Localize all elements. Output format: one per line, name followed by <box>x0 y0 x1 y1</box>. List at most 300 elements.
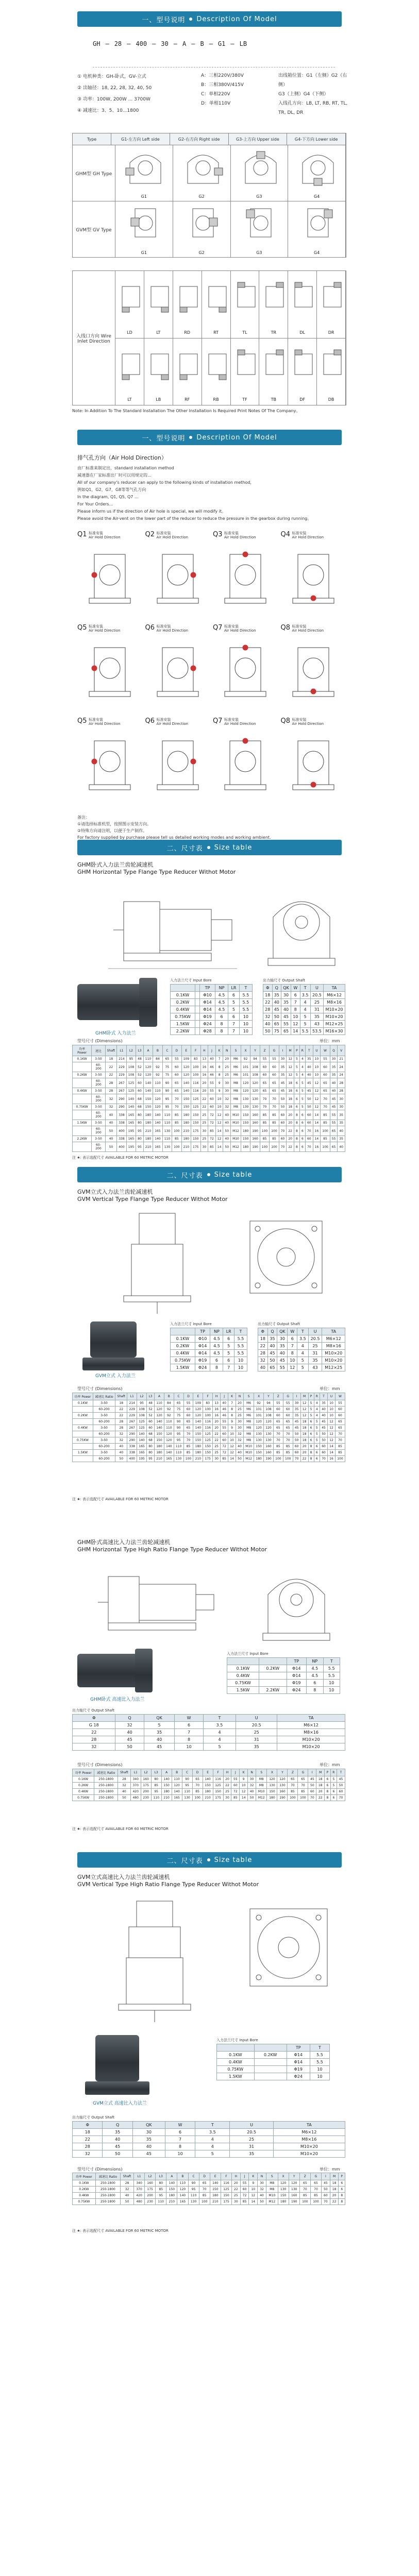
table-cell: 32 <box>105 1094 117 1104</box>
table-cell: 100 <box>260 1126 269 1136</box>
gvmh-side-drawing <box>113 1896 196 2025</box>
table-cell: 70 <box>270 1104 279 1110</box>
table-cell: 8 <box>325 1789 331 1795</box>
table-cell: 22 <box>213 1437 221 1444</box>
table-cell: 150 <box>143 1104 153 1110</box>
code-part: 28 <box>114 40 122 47</box>
table-cell: 338 <box>127 1450 137 1456</box>
table-header-cell: F <box>203 1393 213 1400</box>
table-cell: 210 <box>210 2199 221 2205</box>
table-cell: 0.1KW <box>171 1335 195 1343</box>
gvmh-product-base <box>85 2081 149 2095</box>
table-cell: 101 <box>254 1406 264 1413</box>
section-banner <box>77 430 342 445</box>
table-cell: 20 <box>231 2180 240 2187</box>
table-cell: 125 <box>137 1419 147 1425</box>
table-cell: 90 <box>174 1419 183 1425</box>
table-cell: 12 <box>300 1413 308 1419</box>
table-cell: 25 <box>223 1062 231 1072</box>
table-cell: 12 <box>327 1419 335 1425</box>
table-cell: 210 <box>155 1456 164 1462</box>
table-cell: 150 <box>155 1437 164 1444</box>
table-cell: 32 <box>121 2187 134 2193</box>
table-cell: 150 <box>254 1444 264 1450</box>
table-header-cell: N <box>223 1045 231 1056</box>
gvmh-title-cn: GVM立式高速比入力法兰齿轮减速机 <box>77 1874 170 1880</box>
table-cell: 14 <box>240 1795 248 1801</box>
table-cell: 55 <box>283 1400 293 1406</box>
table-row <box>73 1431 345 1437</box>
table-cell: 85 <box>283 1444 293 1450</box>
table-cell: 0.4KW <box>227 1672 259 1680</box>
table-cell: 40 <box>338 1126 345 1136</box>
table-cell: 229 <box>127 1406 137 1413</box>
table-cell: 84 <box>153 1056 162 1062</box>
table-cell: 130 <box>162 1142 172 1152</box>
table-cell: 200 <box>145 2193 156 2199</box>
table-cell: 18 <box>330 2187 339 2193</box>
table-cell: 250-1800 <box>95 2180 120 2187</box>
table-header-cell: Y <box>264 1393 274 1400</box>
table-cell: 18 <box>300 1437 308 1444</box>
table-cell: 72 <box>240 2193 249 2199</box>
table-cell: 46 <box>221 1406 228 1413</box>
table-header-cell: TP <box>287 1658 307 1665</box>
table-cell: 60 <box>136 1078 144 1088</box>
table-cell: 4 <box>300 1006 310 1013</box>
table-cell: M10×20 <box>324 1013 345 1021</box>
table-row <box>73 1729 345 1736</box>
table-cell: 50 <box>236 1456 244 1462</box>
table-cell: 43 <box>310 1021 323 1028</box>
table-header-cell: S <box>266 2173 278 2180</box>
table-cell: 165 <box>137 1444 147 1450</box>
table-cell: 40 <box>115 1729 144 1736</box>
remark-line: ②特殊方向请注明，以便于生产制作。 <box>77 828 147 833</box>
table-cell: 150 <box>143 1094 153 1104</box>
table-cell: 68 <box>136 1104 144 1110</box>
table-cell: 140 <box>177 2193 188 2199</box>
table-cell: 8 <box>175 1736 203 1743</box>
table-cell: 65 <box>260 1088 269 1094</box>
table-cell: 110 <box>177 2180 188 2187</box>
table-cell: 180 <box>143 1136 153 1142</box>
table-cell: 180 <box>155 1450 164 1456</box>
banner-en: Description Of Model <box>196 433 277 442</box>
table-cell: 45 <box>293 1425 300 1431</box>
table-cell: 85 <box>151 1783 161 1789</box>
table-cell: 20 <box>236 1400 244 1406</box>
table-cell: 109 <box>193 1400 203 1406</box>
wire-inlet-row-bottom <box>115 338 346 405</box>
table-cell: 18 <box>300 1425 308 1431</box>
table-cell: 20 <box>316 1789 325 1795</box>
table-cell: 18 <box>287 1078 294 1088</box>
table-cell: 35 <box>272 992 281 999</box>
table-cell: G 18 <box>73 1722 115 1729</box>
table-cell: 4 <box>314 1413 320 1419</box>
table-cell: 12 <box>313 1104 321 1110</box>
table-cell: 120 <box>155 1413 164 1419</box>
table-cell: 45 <box>305 1088 313 1094</box>
table-cell: M6×12 <box>322 1335 345 1343</box>
table-header-cell: L3 <box>147 1393 155 1400</box>
table-cell: 60 <box>260 1072 269 1078</box>
air-hold-cn: 标准安装 <box>292 531 307 535</box>
table-header-row <box>73 2122 345 2129</box>
table-cell: 35 <box>279 1062 287 1072</box>
gvm-side-drawing <box>119 1208 196 1316</box>
table-cell: 35 <box>236 1743 277 1751</box>
table-cell: 30 <box>236 1419 244 1425</box>
table-row <box>171 1013 253 1021</box>
table-cell: 7 <box>228 1400 236 1406</box>
table-cell <box>195 1006 200 1013</box>
table-header-cell: S <box>243 1393 254 1400</box>
table-row <box>171 1343 247 1350</box>
table-cell: 340 <box>130 1776 141 1783</box>
table-cell: 16 <box>213 1413 221 1419</box>
table-cell: 8 <box>308 1456 314 1462</box>
table-cell: 120 <box>250 1078 260 1088</box>
ghm-product-photo <box>77 984 144 1020</box>
table-cell: 92 <box>241 1056 250 1062</box>
table-header-cell: B <box>172 1769 182 1776</box>
table-cell: M6 <box>243 1413 254 1419</box>
table-cell: 116 <box>191 1088 200 1094</box>
table-cell: 18 <box>263 992 273 999</box>
table-cell: 75 <box>162 1072 172 1078</box>
table-cell: 12 <box>249 2193 258 2199</box>
table-cell: 52 <box>136 1072 144 1078</box>
table-cell: 70 <box>270 1094 279 1104</box>
air-hold-id: Q5 <box>77 717 87 725</box>
table-cell: 5.5 <box>310 2059 329 2066</box>
table-cell: M6 <box>243 1400 254 1406</box>
table-cell: 21 <box>338 1056 345 1062</box>
table-header-cell <box>195 985 200 992</box>
table-header-cell <box>227 1658 259 1665</box>
table-cell: 32 <box>118 1783 131 1789</box>
table-cell: 50 <box>293 1437 300 1444</box>
table-cell: Φ19 <box>199 1013 215 1021</box>
table-cell: 5 <box>299 1104 305 1110</box>
table-cell: 0.2KW <box>73 1072 92 1078</box>
table-header-cell: G <box>298 1769 308 1776</box>
table-header-row <box>73 1045 345 1056</box>
table-cell: 6 <box>299 1142 305 1152</box>
table-cell: 18 <box>316 1776 325 1783</box>
air-hold-item <box>77 531 142 621</box>
table-header-cell <box>254 2044 287 2052</box>
table-cell: 95 <box>182 1783 192 1789</box>
table-cell: M12 <box>231 1142 241 1152</box>
table-cell: 8 <box>288 1350 297 1357</box>
table-cell: 175 <box>141 1783 151 1789</box>
table-cell: 16 <box>313 1126 321 1136</box>
table-cell: 340 <box>133 2180 144 2187</box>
table-cell: 18 <box>73 2129 103 2136</box>
table-cell: 35 <box>338 1136 345 1142</box>
table-cell: 8 <box>294 1136 299 1142</box>
table-cell: 120 <box>181 1062 191 1072</box>
ghm-side-drawing <box>108 881 242 974</box>
gv-terminal-drawing <box>292 204 344 245</box>
table-cell: 10 <box>228 1431 236 1437</box>
table-row <box>258 1357 345 1364</box>
table-cell: 150 <box>191 1136 200 1142</box>
table-cell: 290 <box>117 1094 126 1104</box>
ghmh-in-flange-title: 入力法兰尺寸 Input Bore <box>227 1652 269 1656</box>
type-cell-label: G3 <box>256 194 262 199</box>
table-cell: 55 <box>208 1078 216 1088</box>
table-cell: 85 <box>172 1120 181 1126</box>
table-cell: 65 <box>270 1078 279 1088</box>
table-cell: 60 <box>308 1789 316 1795</box>
table-cell: 95 <box>156 2193 166 2199</box>
table-cell: 70 <box>320 1456 328 1462</box>
wire-inlet-label: LB <box>156 397 161 402</box>
table-cell: 85 <box>231 1795 240 1801</box>
table-row <box>73 1406 345 1413</box>
table-cell: 30 <box>236 1425 244 1431</box>
table-header-cell: W <box>165 2122 195 2129</box>
table-cell: 25 <box>231 2193 240 2199</box>
table-cell: 22 <box>231 2187 240 2193</box>
ghmh-side-drawing <box>93 1561 222 1643</box>
table-cell: M6×12 <box>324 992 345 999</box>
table-cell: 190 <box>289 2199 299 2205</box>
table-cell: 30 <box>338 1094 345 1104</box>
table-cell: 2.2KW <box>73 1136 92 1142</box>
wire-inlet-label: DB <box>328 397 334 402</box>
gvm-top-drawing <box>242 1213 330 1301</box>
table-header-cell: NP <box>307 1658 323 1665</box>
wire-inlet-cell <box>115 338 144 405</box>
table-cell: 101 <box>241 1062 250 1072</box>
table-cell: 31 <box>310 1006 323 1013</box>
table-cell: 85 <box>299 2193 310 2199</box>
table-cell: 55 <box>240 2180 249 2187</box>
table-cell: 130 <box>241 1094 250 1104</box>
table-cell: 65 <box>283 1425 293 1431</box>
table-cell: 100 <box>203 1406 213 1413</box>
table-cell: 4 <box>314 1400 320 1406</box>
section-gvm <box>0 1167 419 1595</box>
bullet-icon <box>189 436 192 439</box>
table-cell: 110 <box>143 1056 153 1062</box>
table-cell <box>195 992 200 999</box>
wire-inlet-drawing <box>147 281 173 317</box>
table-cell: 7 <box>228 1028 240 1035</box>
table-cell: 30 <box>231 2199 240 2205</box>
table-cell: 40 <box>236 1444 244 1450</box>
table-row <box>258 1364 345 1371</box>
table-cell: 0.1KW <box>217 2052 255 2059</box>
table-cell: 22 <box>200 1094 208 1104</box>
table-cell: 32 <box>73 2150 103 2158</box>
gvm-title-en: GVM Vertical Type Flange Type Reducer Withot Motor <box>77 1196 228 1202</box>
table-row <box>73 1094 345 1104</box>
table-cell: 165 <box>137 1450 147 1456</box>
table-cell <box>195 999 200 1006</box>
table-header-cell: TA <box>322 1328 345 1335</box>
table-cell: 10 <box>234 1357 247 1364</box>
table-cell: 480 <box>130 1795 141 1801</box>
table-cell: 35 <box>103 2129 132 2136</box>
table-cell: 3-50 <box>92 1120 105 1126</box>
table-cell: 5 <box>297 1357 308 1364</box>
table-row <box>171 999 253 1006</box>
table-cell: 12 <box>300 1400 308 1406</box>
table-cell: 8 <box>294 1126 299 1136</box>
table-cell: 150 <box>241 1120 250 1126</box>
table-cell <box>195 1028 200 1035</box>
table-cell: 92 <box>153 1072 162 1078</box>
table-cell: Φ24 <box>195 1364 210 1371</box>
table-header-cell: L1 <box>130 1769 141 1776</box>
table-cell: 4.5 <box>307 1672 323 1680</box>
table-cell: 45 <box>272 1006 281 1013</box>
table-cell: 85 <box>172 1136 181 1142</box>
table-cell: 40 <box>121 2193 134 2199</box>
air-hold-drawing <box>81 544 138 616</box>
table-header-cell: A <box>166 2173 177 2180</box>
table-cell: 45 <box>132 2150 165 2158</box>
table-cell: 32 <box>115 1722 144 1729</box>
table-header-cell: L1 <box>127 1393 137 1400</box>
table-cell: 110 <box>182 1789 192 1795</box>
air-hold-en: Air Hold Direction <box>224 535 256 539</box>
table-cell: 140 <box>153 1136 162 1142</box>
table-cell: M12 <box>266 2199 278 2205</box>
table-cell: 60 <box>321 1072 330 1078</box>
table-cell: 110 <box>162 1120 172 1126</box>
table-cell: 30 <box>213 1456 221 1462</box>
table-cell: Φ19 <box>287 1680 307 1687</box>
table-cell: 180 <box>267 1795 277 1801</box>
table-cell: 25 <box>213 1450 221 1456</box>
table-cell: 60 <box>172 1062 181 1072</box>
legend-line: ④ 减速比：3、5、10...1800 <box>77 108 139 113</box>
table-cell: Φ14 <box>287 2052 310 2059</box>
table-cell: 0.1KW <box>73 2180 96 2187</box>
banner-cn: 一、型号说明 <box>142 16 186 24</box>
table-header-cell: Z <box>288 1769 298 1776</box>
table-cell: 30 <box>258 2180 266 2187</box>
table-cell: 400 <box>127 1456 137 1462</box>
air-hold-en: Air Hold Direction <box>89 629 121 633</box>
ghmh-front-drawing <box>258 1561 335 1649</box>
table-header-cell: W <box>335 1393 345 1400</box>
table-header-cell: W <box>291 985 300 992</box>
table-cell: 165 <box>126 1120 136 1126</box>
table-cell: 35 <box>308 1357 322 1364</box>
wire-inlet-cell <box>288 271 317 338</box>
table-cell: 8 <box>215 1021 228 1028</box>
type-cell-label: G1 <box>141 250 147 255</box>
table-cell: 175 <box>203 1456 213 1462</box>
table-cell <box>259 1672 287 1680</box>
table-cell: 70 <box>288 1783 298 1789</box>
table-cell: 95 <box>126 1056 136 1062</box>
table-cell: 6 <box>314 1444 320 1450</box>
table-cell: 0.2KW <box>171 1343 195 1350</box>
type-header-cell: G3-上方向 Upper side <box>229 133 288 145</box>
table-cell: 9 <box>215 1078 223 1088</box>
table-cell: 40 <box>115 1450 127 1456</box>
wire-inlet-cell <box>288 338 317 405</box>
gvmh-top-drawing <box>242 1901 335 1994</box>
table-cell: 65 <box>199 2180 210 2187</box>
table-cell: 50 <box>279 1104 287 1110</box>
table-cell: 108 <box>264 1413 274 1419</box>
table-cell: 60 <box>172 1072 181 1078</box>
table-cell: 4.5 <box>210 1343 223 1350</box>
table-cell: 140 <box>172 1789 182 1795</box>
table-cell: 100 <box>203 1413 213 1419</box>
table-cell: 10 <box>215 1094 223 1104</box>
code-dash: — <box>191 40 195 47</box>
ghmh-input-bore-table <box>227 1657 340 1694</box>
ghmh-unit: 单位：mm <box>320 1762 340 1767</box>
table-cell: 116 <box>191 1078 200 1088</box>
table-cell: 40 <box>236 1450 244 1456</box>
air-hold-id: Q3 <box>213 531 223 538</box>
table-cell: 140 <box>137 1431 147 1437</box>
table-cell: 22 <box>115 1413 127 1419</box>
table-cell: 20 <box>213 1419 221 1425</box>
table-cell: 40 <box>272 999 281 1006</box>
table-cell: 12 <box>215 1136 223 1142</box>
table-header-cell: P <box>339 2173 345 2180</box>
air-hold-subtitle: 排气孔方向（Air Hold Direction） <box>77 454 167 461</box>
table-cell: 70 <box>260 1094 269 1104</box>
type-cell-label: G2 <box>198 194 205 199</box>
table-cell: 60-200 <box>92 1078 105 1088</box>
table-cell: 35 <box>281 999 291 1006</box>
table-cell: 85 <box>288 1789 298 1795</box>
table-cell: M8×16 <box>322 1343 345 1350</box>
table-header-cell: E <box>210 2173 221 2180</box>
table-row <box>171 1335 247 1343</box>
table-cell: 18 <box>316 1783 325 1789</box>
table-cell: 68 <box>147 1431 155 1437</box>
table-cell: 55 <box>281 1021 291 1028</box>
table-cell: 12 <box>287 1056 294 1062</box>
table-cell: 165 <box>126 1110 136 1120</box>
table-cell: 40 <box>115 1444 127 1450</box>
table-header-cell: T <box>234 1328 247 1335</box>
table-cell: 31 <box>230 2143 273 2150</box>
table-header-cell: NP <box>215 985 228 992</box>
table-cell: 65 <box>310 2180 321 2187</box>
wire-inlet-cell <box>144 338 173 405</box>
table-header-cell: P <box>308 1393 314 1400</box>
table-cell: 60 <box>279 1120 287 1126</box>
table-cell: 180 <box>155 1444 164 1450</box>
table-cell: 25 <box>230 2136 273 2143</box>
table-cell: 108 <box>137 1406 147 1413</box>
air-hold-en: Air Hold Direction <box>156 629 189 633</box>
table-cell: 65 <box>272 1021 281 1028</box>
table-cell: 400 <box>117 1142 126 1152</box>
table-cell: 3-50 <box>93 1400 115 1406</box>
table-cell: 130 <box>254 1431 264 1437</box>
table-cell: 6 <box>339 2180 345 2187</box>
table-cell: 25 <box>223 1789 231 1795</box>
table-header-row <box>171 1328 247 1335</box>
